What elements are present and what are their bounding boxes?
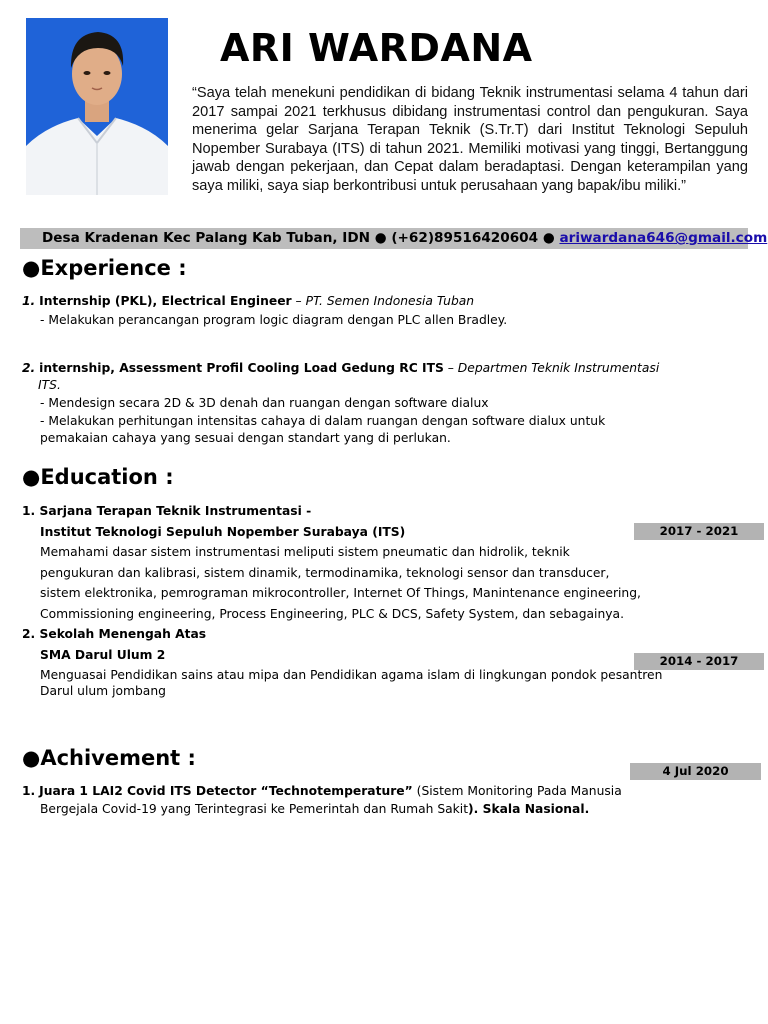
achievement-item-1: 1. Juara 1 LAI2 Covid ITS Detector “Technotemperature” (Sistem Monitoring Pada Manusia — [22, 784, 622, 798]
contact-line — [42, 230, 767, 246]
education-item-2: 2. Sekolah Menengah Atas — [22, 627, 207, 641]
profile-summary: “Saya telah menekuni pendidikan di bidang Teknik instrumentasi selama 4 tahun dari 2017 sampai 2021 terkhusus dibidang instrumentasi control dan pengukuran. Saya menerima gelar Sarjana Terapan Teknik (S.Tr.T) dari Institut Teknologi Sepuluh Nopember Surabaya (ITS) di tahun 2021. Memiliki motivasi yang tinggi, Bertanggung jawab dengan pekerjaan, dan Cepat dalam beradaptasi. Dengan keterampilan yang saya miliki, saya siap berkontribusi untuk perusahaan yang bapak/ibu miliki.” — [192, 85, 748, 194]
education-heading: ●Education : — [22, 465, 174, 489]
education-desc-line: Darul ulum jombang — [40, 684, 166, 698]
education-desc-line: sistem elektronika, pemrograman mikrocontroller, Internet Of Things, Manintenance engineering, — [40, 586, 641, 600]
experience-org: PT. Semen Indonesia Tuban — [305, 294, 475, 308]
education-school: SMA Darul Ulum 2 — [40, 648, 166, 662]
experience-bullet: - Melakukan perancangan program logic diagram dengan PLC allen Bradley. — [40, 313, 508, 327]
education-years-badge: 2017 - 2021 — [634, 523, 764, 540]
email-link[interactable]: ariwardana646@gmail.com — [559, 230, 768, 246]
achievement-title: Juara 1 LAI2 Covid ITS Detector “Technotemperature” — [39, 784, 413, 798]
education-item-1: 1. Sarjana Terapan Teknik Instrumentasi - — [22, 504, 312, 518]
experience-org-cont: ITS. — [38, 378, 61, 392]
candidate-name: ARI WARDANA — [220, 26, 533, 70]
experience-bullet: pemakaian cahaya yang sesuai dengan standart yang di perlukan. — [40, 431, 451, 445]
achievement-heading: ●Achivement : — [22, 746, 196, 770]
education-desc-line: pengukuran dan kalibrasi, sistem dinamik, termodinamika, teknologi sensor dan transducer, — [40, 566, 610, 580]
education-years-badge: 2014 - 2017 — [634, 653, 764, 670]
education-desc-line: Menguasai Pendidikan sains atau mipa dan Pendidikan agama islam di lingkungan pondok pesantren — [40, 668, 663, 682]
education-desc-line: Memahami dasar sistem instrumentasi meliputi sistem pneumatic dan hidrolik, teknik — [40, 545, 570, 559]
experience-item-2: 2. internship, Assessment Profil Cooling Load Gedung RC ITS – Departmen Teknik Instrumentasi — [22, 361, 660, 375]
education-school: Institut Teknologi Sepuluh Nopember Surabaya (ITS) — [40, 525, 406, 539]
education-degree: Sekolah Menengah Atas — [39, 627, 207, 641]
experience-heading: ●Experience : — [22, 256, 187, 280]
profile-photo — [26, 18, 168, 195]
experience-title: Internship (PKL), Electrical Engineer — [39, 294, 292, 308]
achievement-date-badge: 4 Jul 2020 — [630, 763, 761, 780]
experience-bullet: - Melakukan perhitungan intensitas cahaya di dalam ruangan dengan software dialux untuk — [40, 414, 606, 428]
experience-title: internship, Assessment Profil Cooling Load Gedung RC ITS — [39, 361, 444, 375]
education-degree: Sarjana Terapan Teknik Instrumentasi - — [39, 504, 312, 518]
achievement-desc: Bergejala Covid-19 yang Terintegrasi ke Pemerintah dan Rumah Sakit). Skala Nasional. — [40, 802, 590, 816]
experience-bullet: - Mendesign secara 2D & 3D denah dan ruangan dengan software dialux — [40, 396, 489, 410]
experience-org: Departmen Teknik Instrumentasi — [457, 361, 660, 375]
experience-item-1: 1. Internship (PKL), Electrical Engineer – PT. Semen Indonesia Tuban — [22, 294, 475, 308]
contact-address: Desa Kradenan Kec Palang Kab Tuban, IDN ● (+62)89516420604 ● — [42, 230, 555, 246]
education-desc-line: Commissioning engineering, Process Engineering, PLC & DCS, Safety System, dan sebagainya. — [40, 607, 624, 621]
